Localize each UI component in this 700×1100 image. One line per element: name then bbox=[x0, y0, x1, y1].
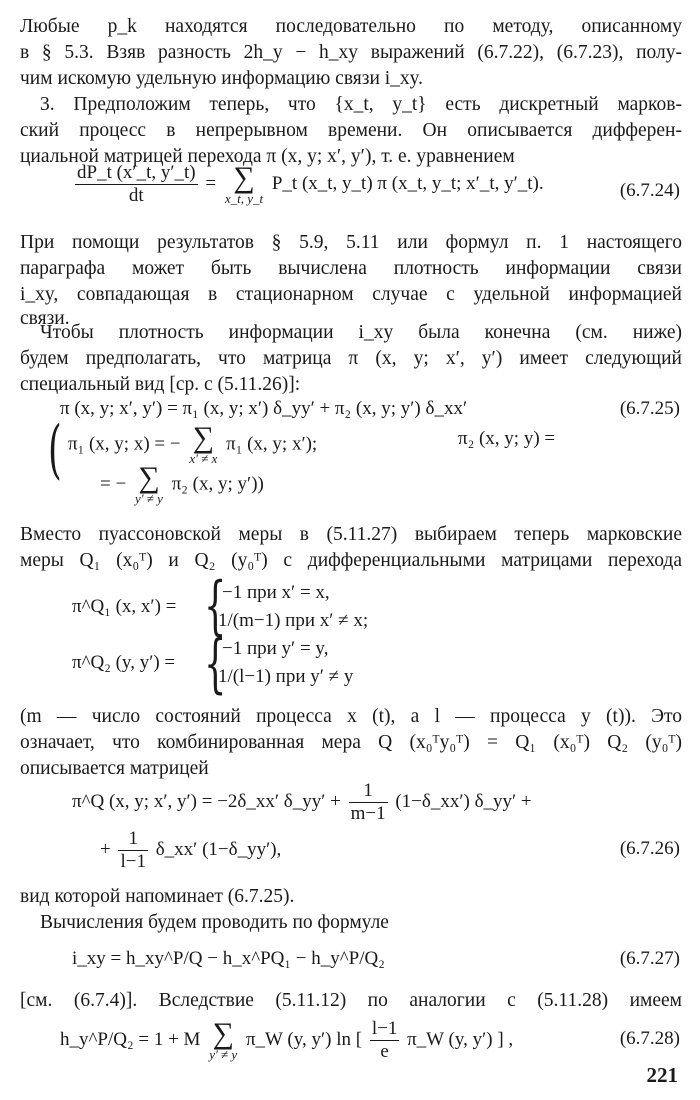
equation-part: = − bbox=[100, 473, 127, 495]
equation-6-7-27: i_xy = h_xy^P/Q − h_x^PQ₁ − h_y^P/Q₂ bbox=[72, 948, 385, 969]
text-line: i_xy, совпадающая в стационарном случае с удельной информацией bbox=[20, 284, 682, 305]
text-line: означает, что комбинированная мера Q (x₀ᵀy₀ᵀ) = Q₁ (x₀ᵀ) Q₂ (y₀ᵀ) bbox=[20, 732, 682, 753]
text-line: чим искомую удельную информацию связи i_xy. bbox=[20, 68, 424, 89]
sum-sign: ∑ bbox=[138, 461, 160, 494]
sum-sign: ∑ bbox=[192, 421, 215, 454]
equation-number: (6.7.25) bbox=[619, 398, 680, 419]
sum-index: x_t, y_t bbox=[224, 190, 264, 206]
left-paren: ( bbox=[48, 413, 62, 487]
text-line: меры Q₁ (x₀ᵀ) и Q₂ (y₀ᵀ) с дифференциальными матрицами перехода bbox=[20, 550, 682, 571]
sum-index: y′ ≠ y bbox=[209, 1046, 238, 1062]
fraction-numerator: 1 bbox=[349, 780, 388, 803]
text-line: вид которой напоминает (6.7.25). bbox=[20, 886, 295, 907]
sum-sign: ∑ bbox=[212, 1016, 234, 1050]
equation-part: π₂ (x, y; y′)) bbox=[171, 473, 264, 495]
equation-number: (6.7.24) bbox=[619, 180, 680, 201]
text-line: [см. (6.7.4)]. Вследствие (5.11.12) по аналогии с (5.11.28) имеем bbox=[20, 990, 682, 1011]
equation-part: π^Q (x, y; x′, y′) = −2δ_xx′ δ_yy′ + bbox=[72, 790, 341, 812]
equation-6-7-25-c bbox=[100, 461, 264, 506]
equation-part: π_W (y, y′) ] , bbox=[407, 1028, 514, 1050]
text-line: 3. Предположим теперь, что {x_t, y_t} есть дискретный марков- bbox=[40, 94, 682, 115]
text-line: Чтобы плотность информации i_xy была конечна (см. ниже) bbox=[40, 322, 682, 343]
equation-6-7-24: $\frac{dP\_t (x'\_t, y'\_t)}{dt}$ = ∑ x_t, y_t P_t (x_t, y_t) π (x_t, y_t; x′_t, y′_t). bbox=[77, 160, 544, 206]
equation-part: h_y^P/Q₂ = 1 + M bbox=[60, 1028, 201, 1050]
text-line: (m — число состояний процесса x (t), а l — процесса y (t)). Это bbox=[20, 706, 682, 727]
equation-number: (6.7.27) bbox=[619, 948, 680, 969]
text-line: Вычисления будем проводить по формуле bbox=[40, 912, 389, 933]
equation-rhs: P_t (x_t, y_t) π (x_t, y_t; x′_t, y′_t). bbox=[271, 172, 544, 194]
text-line: Вместо пуассоновской меры в (5.11.27) выбираем теперь марковские bbox=[20, 524, 682, 545]
sum-index: y′ ≠ y bbox=[134, 491, 163, 506]
equation-number: (6.7.26) bbox=[619, 838, 680, 859]
equation-6-7-25-b bbox=[68, 421, 318, 466]
fraction-numerator: dP_t (x′_t, y′_t) bbox=[77, 162, 196, 183]
left-brace: { bbox=[204, 627, 227, 701]
fraction-denominator: m−1 bbox=[350, 803, 386, 824]
text-line: будем предполагать, что матрица π (x, y; x′, y′) имеет следующий bbox=[20, 348, 682, 369]
equation-pi-q1-lhs: π^Q₁ (x, x′) = bbox=[72, 596, 177, 617]
page-number: 221 bbox=[646, 1063, 678, 1087]
text-line: циальной матрицей перехода π (x, y; x′, y′), т. е. уравнением bbox=[20, 146, 515, 167]
equation-6-7-28 bbox=[60, 1018, 513, 1063]
sum-index: x′ ≠ x bbox=[189, 451, 218, 466]
fraction-denominator: dt bbox=[128, 185, 144, 206]
text-line: Любые p_k находятся последовательно по методу, описанному bbox=[20, 16, 682, 37]
equation-pi-q2-case1: −1 при y′ = y, bbox=[222, 638, 329, 659]
equation-6-7-25-a: π (x, y; x′, y′) = π₁ (x, y; x′) δ_yy′ + π₂ (x, y; y′) δ_xx′ bbox=[60, 398, 468, 419]
text-line: описывается матрицей bbox=[20, 758, 209, 779]
equation-6-7-26-a bbox=[72, 780, 532, 825]
equation-pi-q1-case1: −1 при x′ = x, bbox=[222, 582, 330, 603]
equation-6-7-26-b bbox=[100, 828, 281, 873]
equation-part: π_W (y, y′) ln [ bbox=[245, 1028, 363, 1050]
equation-pi-q2-case2: 1/(l−1) при y′ ≠ y bbox=[218, 666, 354, 687]
text-line: в § 5.3. Взяв разность 2h_y − h_xy выражений (6.7.22), (6.7.23), полу- bbox=[20, 42, 682, 63]
equation-part: + bbox=[100, 838, 111, 860]
fraction-denominator: e bbox=[380, 1041, 389, 1062]
equation-part: π₁ (x, y; x′); bbox=[226, 433, 318, 455]
equation-6-7-25-b-right: π₂ (x, y; y) = bbox=[458, 428, 556, 449]
equation-part: π₁ (x, y; x) = − bbox=[68, 433, 181, 455]
fraction-denominator: l−1 bbox=[120, 851, 146, 872]
equation-part: (1−δ_xx′) δ_yy′ + bbox=[395, 790, 532, 812]
equation-pi-q2-lhs: π^Q₂ (y, y′) = bbox=[72, 652, 176, 673]
equation-part: δ_xx′ (1−δ_yy′), bbox=[155, 838, 282, 860]
left-brace: { bbox=[204, 569, 227, 643]
text-line: ский процесс в непрерывном времени. Он описывается дифферен- bbox=[20, 120, 682, 141]
text-line: При помощи результатов § 5.9, 5.11 или формул п. 1 настоящего bbox=[20, 232, 682, 253]
fraction-numerator: l−1 bbox=[371, 1018, 398, 1039]
sum-sign: ∑ bbox=[233, 160, 255, 194]
equation-pi-q1-case2: 1/(m−1) при x′ ≠ x; bbox=[218, 610, 369, 631]
fraction-numerator: 1 bbox=[118, 828, 148, 851]
text-line: специальный вид [ср. с (5.11.26)]: bbox=[20, 374, 301, 395]
text-line: связи. bbox=[20, 308, 70, 329]
equation-number: (6.7.28) bbox=[619, 1028, 680, 1049]
text-line: параграфа может быть вычислена плотность информации связи bbox=[20, 258, 682, 279]
